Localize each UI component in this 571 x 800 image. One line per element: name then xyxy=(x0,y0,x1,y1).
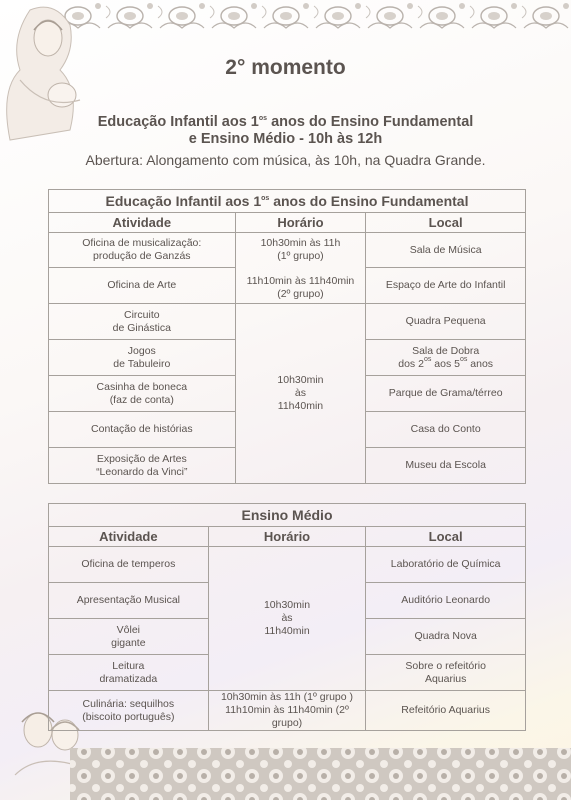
activity-cell: Circuito de Ginástica xyxy=(49,304,236,340)
local-cell: Sobre o refeitório Aquarius xyxy=(366,655,526,691)
local-cell: Auditório Leonardo xyxy=(366,583,526,619)
time-cell: 10h30min às 11h (1º grupo ) 11h10min às 11h40min (2º grupo) xyxy=(208,691,366,731)
column-header-local: Local xyxy=(366,527,526,547)
subtitle-text-b: anos do Ensino Fundamental xyxy=(267,114,474,130)
activity-cell: Leitura dramatizada xyxy=(49,655,209,691)
activity-cell: Oficina de temperos xyxy=(49,547,209,583)
local-cell: Parque de Grama/térreo xyxy=(366,376,526,412)
activity-cell: Vôlei gigante xyxy=(49,619,209,655)
column-header-horario: Horário xyxy=(235,213,366,233)
local-cell: Casa do Conto xyxy=(366,412,526,448)
activity-cell: Culinária: sequilhos (biscoito português) xyxy=(49,691,209,731)
table-title: Ensino Médio xyxy=(49,504,526,527)
subtitle-text-a: Educação Infantil aos 1 xyxy=(97,114,259,130)
activity-cell: Casinha de boneca (faz de conta) xyxy=(49,376,236,412)
local-cell: Laboratório de Química xyxy=(366,547,526,583)
column-header-atividade: Atividade xyxy=(49,527,209,547)
column-header-atividade: Atividade xyxy=(49,213,236,233)
schedule-table-medio xyxy=(48,503,526,731)
table-row xyxy=(49,304,526,340)
local-cell: Espaço de Arte do Infantil xyxy=(366,268,526,304)
local-cell: Quadra Nova xyxy=(366,619,526,655)
subtitle-sup: os xyxy=(258,115,268,122)
local-cell: Sala de Dobra dos $2^{os}$ aos $5^{os}$ anos xyxy=(366,340,526,376)
activity-cell: Exposição de Artes “Leonardo da Vinci” xyxy=(49,448,236,484)
table-row xyxy=(49,547,526,583)
activity-cell: Oficina de musicalização: produção de Ganzás xyxy=(49,233,236,268)
time-cell: 10h30min às 11h40min xyxy=(208,547,366,691)
column-header-horario: Horário xyxy=(208,527,366,547)
activity-cell: Contação de histórias xyxy=(49,412,236,448)
table-row xyxy=(49,233,526,268)
column-header-local: Local xyxy=(366,213,526,233)
subtitle-line2: e Ensino Médio - 10h às 12h xyxy=(188,131,383,147)
page-title: 2° momento xyxy=(225,56,346,79)
local-cell: Refeitório Aquarius xyxy=(366,691,526,731)
local-cell: Sala de Música xyxy=(366,233,526,268)
table-title: Educação Infantil aos $1^{os}$ anos do Ensino Fundamental xyxy=(49,190,526,213)
page-subtitle xyxy=(0,114,571,148)
activity-cell: Jogos de Tabuleiro xyxy=(49,340,236,376)
time-cell: 10h30min às 11h (1º grupo) 11h10min às 11h40min (2º grupo) xyxy=(235,233,366,304)
activity-cell: Oficina de Arte xyxy=(49,268,236,304)
bottom-ornament-border xyxy=(0,740,571,800)
local-cell: Museu da Escola xyxy=(366,448,526,484)
time-cell: 10h30min às 11h40min xyxy=(235,304,366,484)
opening-note: Abertura: Alongamento com música, às 10h, na Quadra Grande. xyxy=(85,152,486,168)
schedule-table-infantil xyxy=(48,189,526,484)
table-row xyxy=(49,691,526,731)
local-cell: Quadra Pequena xyxy=(366,304,526,340)
activity-cell: Apresentação Musical xyxy=(49,583,209,619)
